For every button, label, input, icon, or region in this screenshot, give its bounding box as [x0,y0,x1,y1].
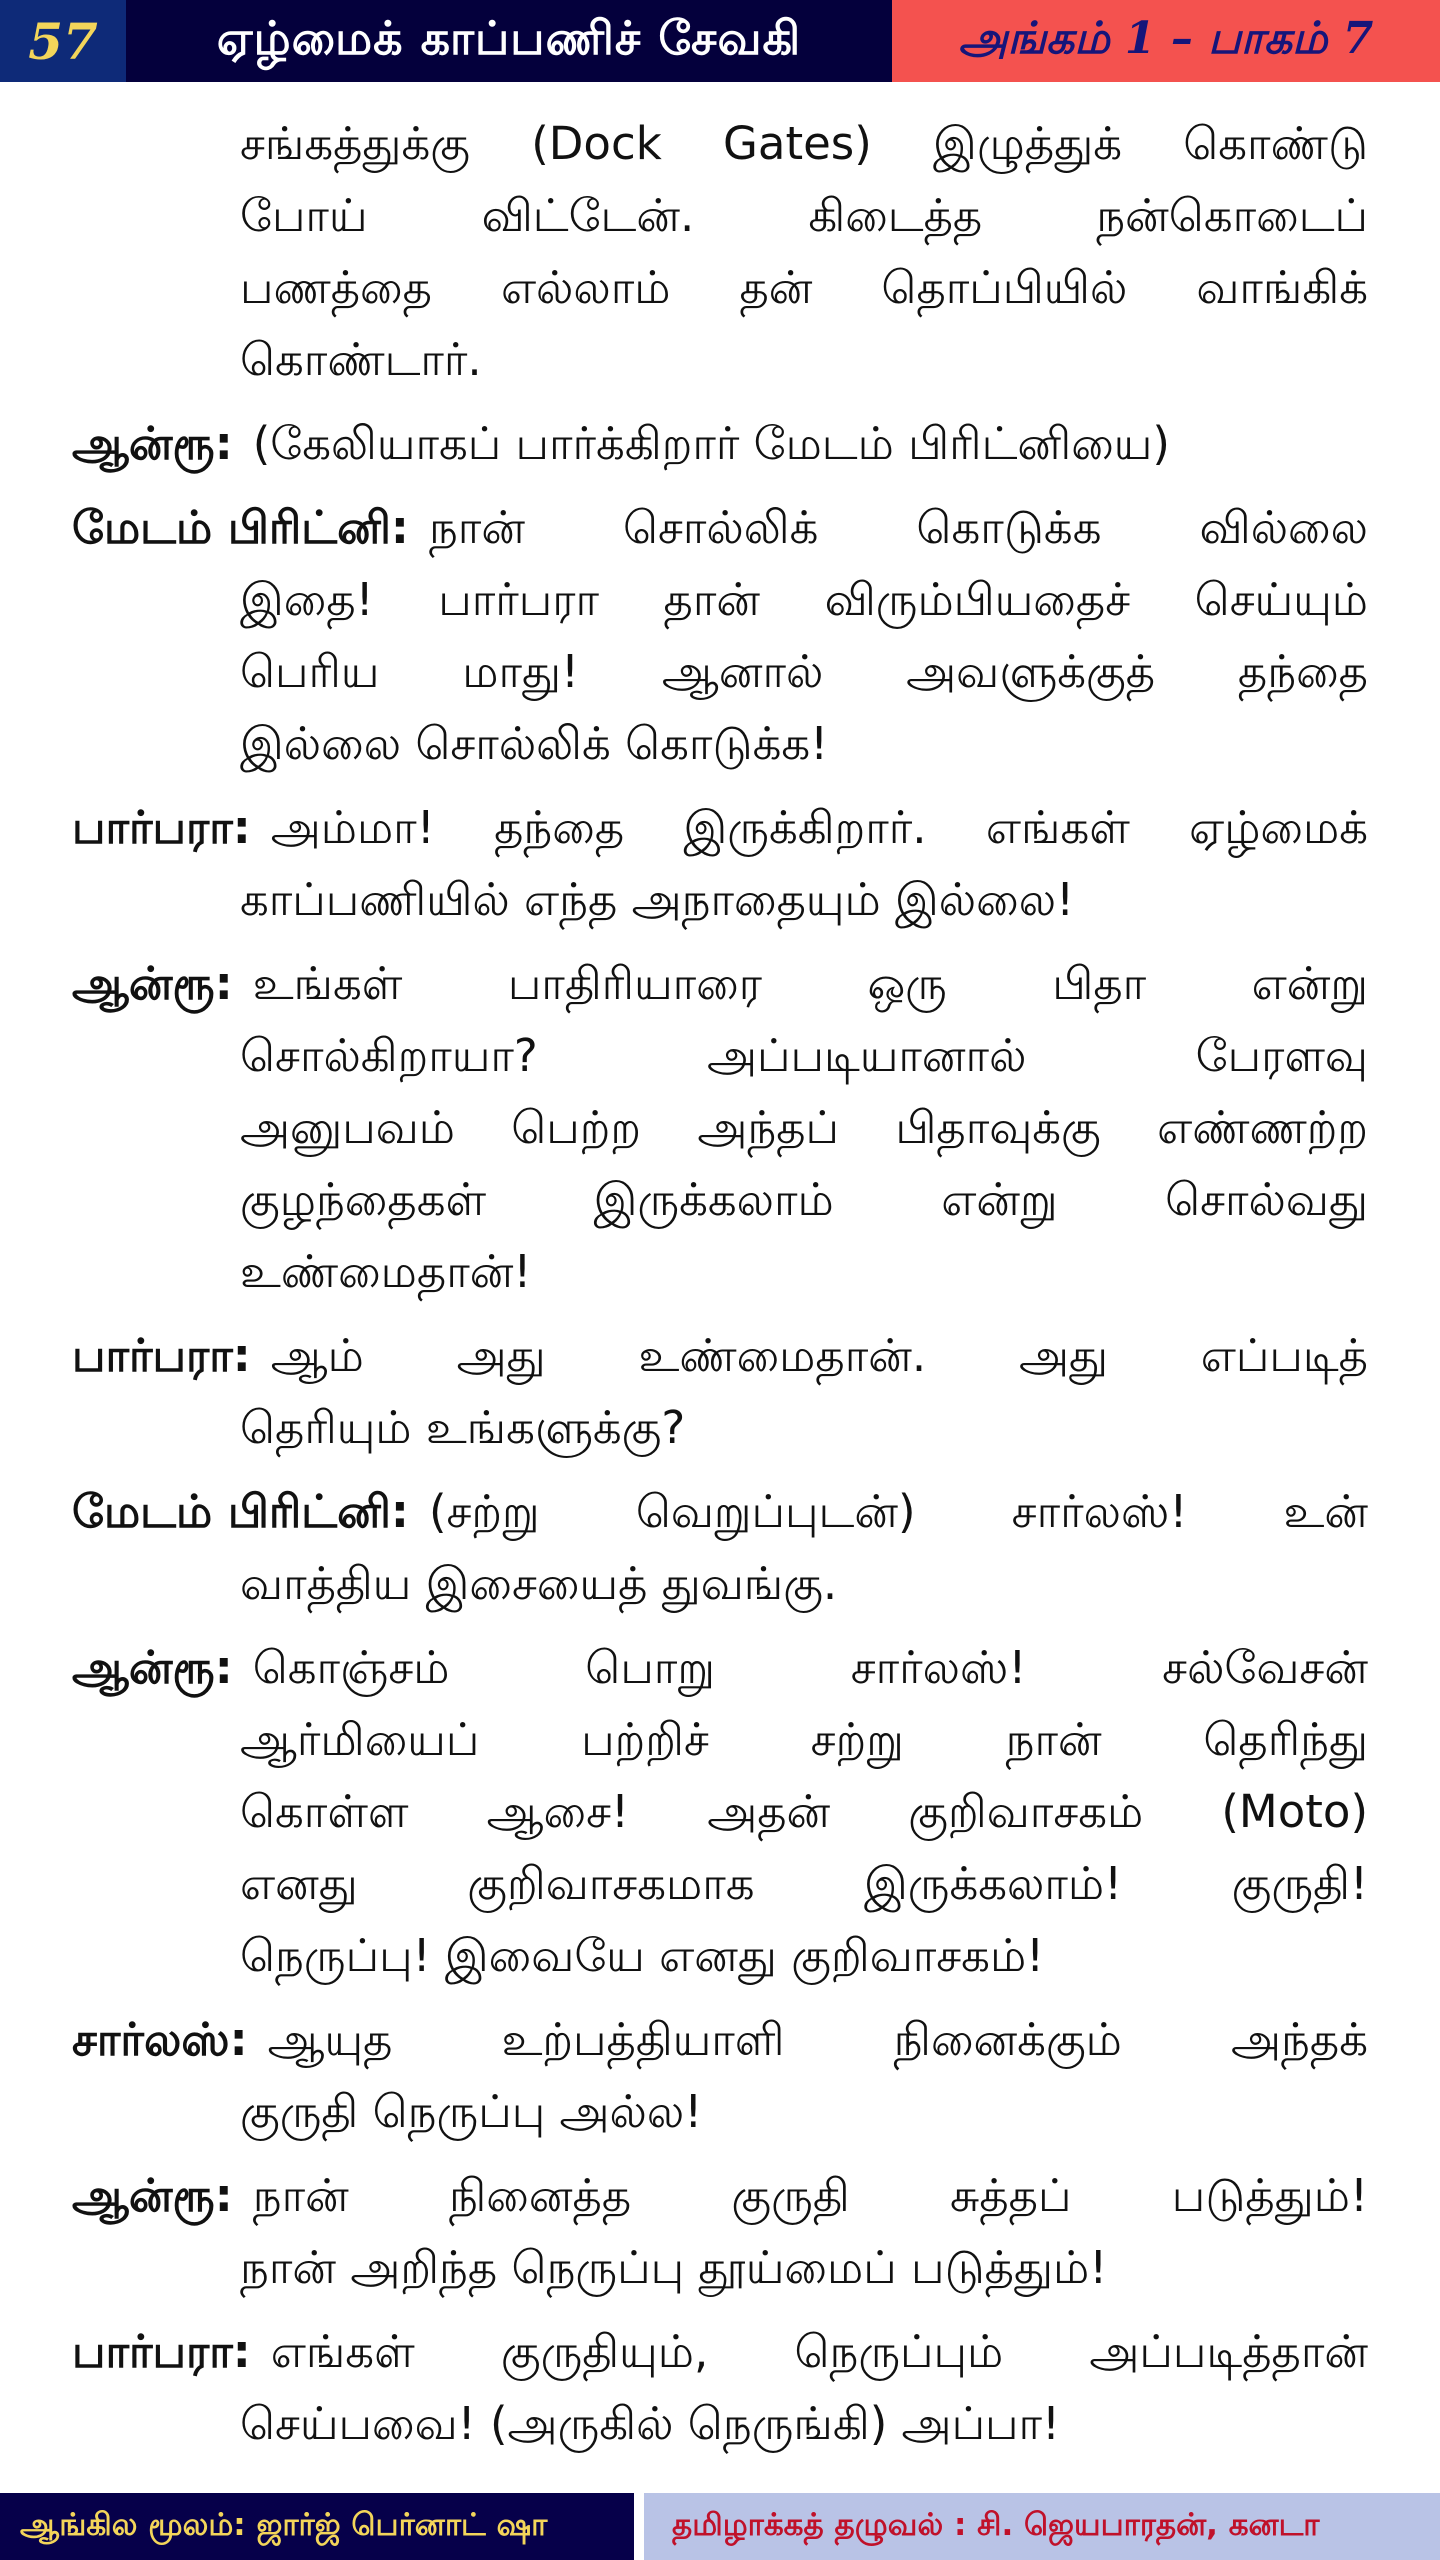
text-line: காப்பணியில் எந்த அநாதையும் இல்லை! [240,873,1075,926]
dialogue-first-line [72,408,1368,480]
text-line: பணத்தை எல்லாம் தன் தொப்பியில் வாங்கிக் [240,261,1368,314]
text-line: இல்லை சொல்லிக் கொடுக்க! [240,717,829,770]
dialogue-first-line [72,1476,1368,1548]
page-header [0,0,1440,82]
dialogue-text: அம்மா! தந்தை இருக்கிறார். எங்கள் ஏழ்மைக் [270,801,1368,854]
dialogue-first-line [72,492,1368,564]
speaker-name: பார்பரா: [72,2325,251,2378]
translator-credit: தமிழாக்கத் தழுவல் : சி. ஜெயபாரதன், கனடா [644,2493,1440,2560]
dialogue-first-line [72,1320,1368,1392]
text-line: செய்பவை! (அருகில் நெருங்கி) அப்பா! [240,2397,1061,2450]
dialogue-entry [72,948,1368,1308]
dialogue-entry [72,492,1368,780]
dialogue-entry [72,1632,1368,1992]
text-line: தெரியும் உங்களுக்கு? [240,1401,686,1454]
text-line: எனது குறிவாசகமாக இருக்கலாம்! குருதி! [240,1857,1368,1910]
dialogue-first-line [72,2316,1368,2388]
dialogue-text: உங்கள் பாதிரியாரை ஒரு பிதா என்று [252,957,1368,1010]
text-line: கொள்ள ஆசை! அதன் குறிவாசகம் (Moto) [240,1785,1368,1838]
text-line: நெருப்பு! இவையே எனது குறிவாசகம்! [240,1929,1045,1982]
speaker-name: மேடம் பிரிட்னி: [72,1485,409,1538]
speaker-name: மேடம் பிரிட்னி: [72,501,409,554]
dialogue-text: (சற்று வெறுப்புடன்) சார்லஸ்! உன் [428,1485,1368,1538]
text-line: வாத்திய இசையைத் துவங்கு. [240,1557,838,1610]
dialogue-entry [72,2316,1368,2460]
dialogue-entries [72,408,1368,2460]
continuation-block [72,108,1368,396]
dialogue-text: ஆம் அது உண்மைதான். அது எப்படித் [270,1329,1368,1382]
text-line: நான் அறிந்த நெருப்பு தூய்மைப் படுத்தும்! [240,2241,1108,2294]
dialogue-entry [72,792,1368,936]
dialogue-first-line [72,2004,1368,2076]
text-line: சங்கத்துக்கு (Dock Gates) இழுத்துக் கொண்டு [240,117,1368,170]
dialogue-first-line [72,792,1368,864]
dialogue-text: நான் சொல்லிக் கொடுக்க வில்லை [428,501,1368,554]
speaker-name: பார்பரா: [72,801,251,854]
book-title: ஏழ்மைக் காப்பணிச் சேவகி [126,0,892,82]
dialogue-entry [72,1320,1368,1464]
text-line: ஆர்மியைப் பற்றிச் சற்று நான் தெரிந்து [240,1713,1368,1766]
dialogue-entry [72,2160,1368,2304]
dialogue-entry [72,408,1368,480]
dialogue-body [72,108,1368,2472]
speaker-name: ஆன்ரூ: [72,417,233,470]
page-number: 57 [0,0,126,82]
dialogue-entry [72,2004,1368,2148]
text-line: அனுபவம் பெற்ற அந்தப் பிதாவுக்கு எண்ணற்ற [240,1101,1368,1154]
speaker-name: ஆன்ரூ: [72,2169,233,2222]
text-line: குருதி நெருப்பு அல்ல! [240,2085,703,2138]
text-line: பெரிய மாது! ஆனால் அவளுக்குத் தந்தை [240,645,1368,698]
dialogue-entry [72,1476,1368,1620]
dialogue-text: எங்கள் குருதியும், நெருப்பும் அப்படித்தான் [270,2325,1368,2378]
text-line: கொண்டார். [240,333,482,386]
dialogue-first-line [72,948,1368,1020]
dialogue-first-line [72,2160,1368,2232]
dialogue-text: (கேலியாகப் பார்க்கிறார் மேடம் பிரிட்னியை) [252,417,1170,470]
dialogue-text: ஆயுத உற்பத்தியாளி நினைக்கும் அந்தக் [267,2013,1368,2066]
speaker-name: ஆன்ரூ: [72,957,233,1010]
act-part-label: அங்கம் 1 – பாகம் 7 [892,0,1440,82]
dialogue-text: கொஞ்சம் பொறு சார்லஸ்! சல்வேசன் [252,1641,1368,1694]
text-line: போய் விட்டேன். கிடைத்த நன்கொடைப் [240,189,1368,242]
dialogue-text: நான் நினைத்த குருதி சுத்தப் படுத்தும்! [252,2169,1368,2222]
text-line: குழந்தைகள் இருக்கலாம் என்று சொல்வது [240,1173,1368,1226]
page-footer [0,2493,1440,2560]
speaker-name: ஆன்ரூ: [72,1641,233,1694]
footer-divider [634,2493,644,2560]
speaker-name: சார்லஸ்: [72,2013,248,2066]
text-line: இதை! பார்பரா தான் விரும்பியதைச் செய்யும் [240,573,1368,626]
speaker-name: பார்பரா: [72,1329,251,1382]
text-line: உண்மைதான்! [240,1245,532,1298]
text-line: சொல்கிறாயா? அப்படியானால் பேரளவு [240,1029,1368,1082]
source-credit: ஆங்கில மூலம்: ஜார்ஜ் பெர்னாட் ஷா [0,2493,634,2560]
dialogue-first-line [72,1632,1368,1704]
